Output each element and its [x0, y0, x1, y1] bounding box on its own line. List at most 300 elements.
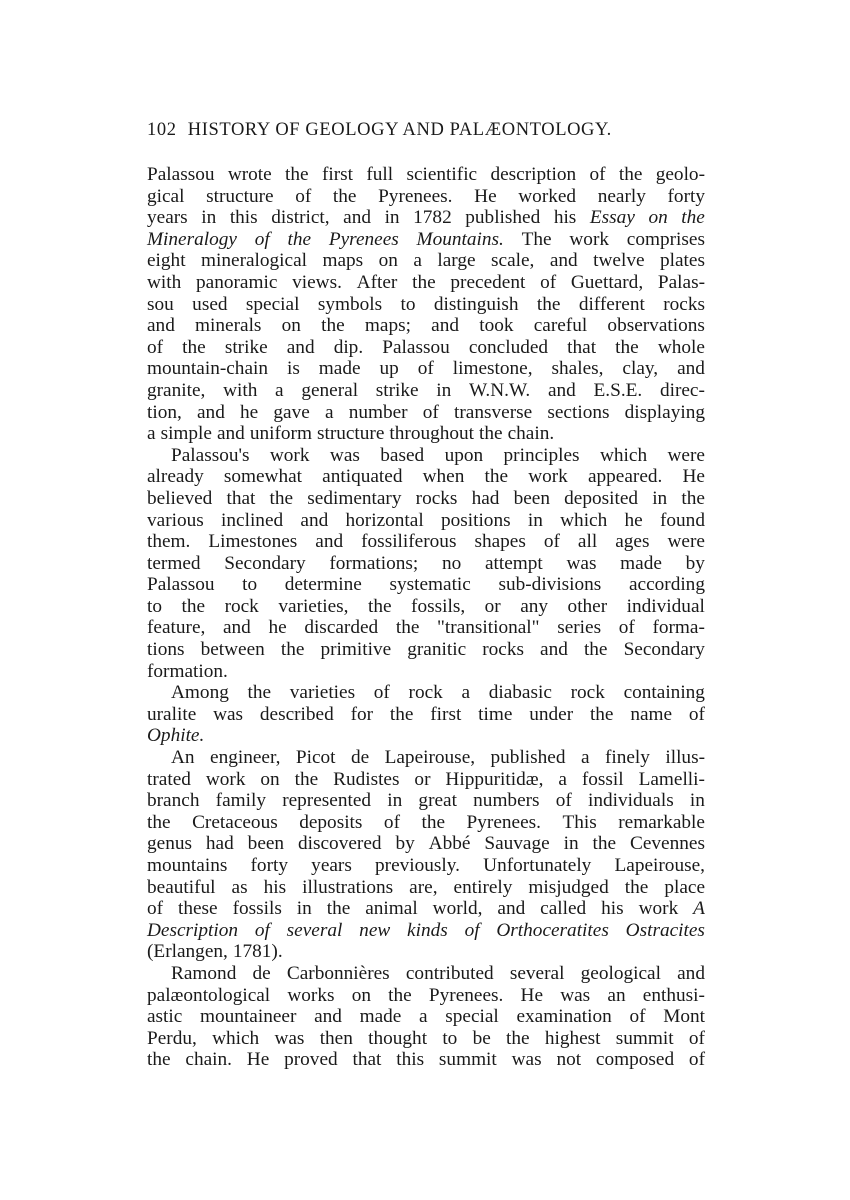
- word: the: [615, 336, 639, 358]
- word: and: [222, 617, 251, 639]
- word: The: [521, 228, 552, 250]
- word: were: [667, 531, 705, 553]
- word: horizontal: [345, 509, 424, 531]
- word: the: [326, 898, 351, 920]
- word: upon: [444, 444, 484, 466]
- word: the: [624, 876, 649, 898]
- word: formation.: [147, 660, 228, 682]
- word: of: [422, 401, 439, 423]
- paragraph-first-line: [147, 682, 705, 704]
- word: the: [367, 595, 392, 617]
- text-line: [147, 617, 705, 639]
- word: individuals: [588, 790, 674, 812]
- word: several: [509, 962, 565, 984]
- word: this: [396, 1049, 425, 1071]
- word: of: [464, 919, 480, 941]
- word: a: [324, 401, 334, 423]
- word: been: [513, 487, 550, 509]
- word: on: [260, 768, 280, 790]
- word: forty: [250, 855, 288, 876]
- word: determine: [284, 574, 362, 596]
- word: with: [147, 271, 182, 293]
- word: mountains: [147, 855, 228, 876]
- word: in: [436, 379, 452, 401]
- word: made: [620, 552, 662, 574]
- word: a: [580, 747, 590, 769]
- word: deposited: [564, 487, 639, 509]
- word: Palassou: [382, 336, 450, 358]
- word: After: [356, 271, 398, 293]
- word: of: [254, 919, 270, 941]
- word: this: [229, 207, 258, 229]
- word: and: [315, 531, 344, 553]
- word: rocks: [663, 293, 705, 315]
- word: W.N.W.: [469, 379, 531, 401]
- word: in: [689, 790, 705, 812]
- text-line: [147, 207, 705, 229]
- word: sedimentary: [307, 487, 402, 509]
- word: An: [171, 747, 195, 769]
- text-line: [147, 315, 705, 337]
- word: are,: [409, 876, 438, 898]
- text-line: [147, 186, 705, 208]
- word: de: [252, 962, 271, 984]
- word: according: [628, 574, 705, 596]
- word: diabasic: [488, 682, 552, 704]
- text-line: [147, 639, 705, 661]
- running-title: HISTORY OF GEOLOGY AND PALÆONTOLOGY.: [187, 120, 612, 140]
- word: on: [378, 250, 398, 272]
- word: first: [430, 703, 462, 725]
- word: containing: [623, 682, 705, 704]
- text-line: [147, 466, 705, 488]
- word: between: [200, 639, 265, 661]
- word: on: [351, 984, 371, 1006]
- word: was: [511, 1049, 542, 1071]
- word: years: [311, 855, 352, 876]
- word: dip.: [333, 336, 364, 358]
- word: misjudged: [528, 876, 609, 898]
- word: mountain-chain: [147, 358, 269, 380]
- word: various: [147, 509, 204, 531]
- word: shapes: [474, 531, 526, 553]
- word: a: [275, 379, 284, 401]
- word: by: [685, 552, 705, 574]
- word: limestone,: [452, 358, 533, 380]
- word: fossiliferous: [361, 531, 457, 553]
- word: the: [618, 164, 643, 185]
- text-line: [147, 488, 705, 510]
- word: beautiful: [147, 876, 216, 898]
- word: for: [350, 703, 374, 725]
- paragraph-first-line: [147, 747, 705, 769]
- text-line: [147, 574, 705, 596]
- word: engineer,: [210, 747, 281, 769]
- word: his: [263, 876, 287, 898]
- word: trated: [147, 768, 191, 790]
- word: Palassou: [147, 574, 215, 596]
- word: symbols: [317, 293, 383, 315]
- word: Lapeirouse,: [384, 747, 476, 769]
- text-line: [147, 423, 705, 445]
- text-line: [147, 229, 705, 251]
- word: formations;: [329, 552, 419, 574]
- word: which: [599, 444, 648, 466]
- word: uralite: [147, 703, 197, 725]
- word: summit: [438, 1049, 497, 1071]
- word: inclined: [221, 509, 284, 531]
- word: Hippuritidæ,: [445, 768, 544, 790]
- word: that: [352, 1049, 382, 1071]
- word: name: [630, 703, 673, 725]
- word: no: [441, 552, 462, 574]
- word: that: [226, 487, 256, 509]
- word: found: [659, 509, 705, 531]
- text-line: [147, 661, 705, 683]
- word: the: [395, 617, 420, 639]
- text-line: [147, 1028, 705, 1050]
- word: in: [527, 509, 543, 531]
- text-line: [147, 725, 705, 747]
- word: of: [555, 790, 572, 812]
- word: rock: [570, 682, 605, 704]
- word: primitive: [320, 639, 392, 661]
- word: ages: [615, 531, 650, 553]
- paragraph-first-line: [147, 963, 705, 985]
- word: 1782: [413, 207, 452, 229]
- word: geological: [580, 962, 661, 984]
- word: special: [245, 293, 300, 315]
- word: illus-: [665, 747, 705, 769]
- word: not: [556, 1049, 582, 1071]
- word: principles: [503, 444, 580, 466]
- word: in: [387, 790, 403, 812]
- word: the: [388, 984, 412, 1006]
- word: gave: [273, 401, 310, 423]
- word: already: [147, 466, 204, 488]
- word: of: [688, 703, 705, 725]
- word: he: [268, 617, 287, 639]
- word: worked: [518, 185, 577, 207]
- word: the: [412, 271, 436, 293]
- word: the: [421, 811, 446, 833]
- word: strike: [224, 336, 268, 358]
- word: then: [319, 1027, 353, 1049]
- word: of: [254, 228, 270, 250]
- word: tion,: [147, 401, 182, 423]
- word: based: [380, 444, 425, 466]
- word: published: [490, 747, 566, 769]
- word: strike: [375, 379, 419, 401]
- word: varieties: [289, 682, 356, 704]
- word: the: [681, 207, 705, 229]
- word: or: [414, 768, 431, 790]
- text-line: [147, 920, 705, 942]
- word: scale,: [491, 250, 535, 272]
- word: that: [567, 336, 597, 358]
- word: appeared.: [587, 466, 663, 488]
- word: uniform: [249, 423, 312, 445]
- text-line: [147, 164, 705, 186]
- word: Abbé: [428, 833, 471, 855]
- word: Pyrenees.: [378, 185, 453, 207]
- word: Picot: [295, 747, 336, 769]
- word: full: [366, 164, 394, 185]
- word: been: [247, 833, 285, 855]
- word: on: [648, 207, 668, 229]
- word: granite,: [147, 379, 206, 401]
- word: made: [318, 358, 361, 380]
- word: a: [461, 682, 471, 704]
- word: animal: [365, 898, 418, 920]
- word: work: [569, 228, 610, 250]
- word: Description: [147, 919, 239, 941]
- word: illustrations: [302, 876, 394, 898]
- word: them.: [147, 531, 191, 553]
- word: of: [383, 811, 400, 833]
- word: fossils,: [411, 595, 466, 617]
- word: maps;: [364, 315, 411, 337]
- word: and: [343, 207, 372, 229]
- word: Ramond: [171, 962, 237, 984]
- word: a: [419, 1006, 428, 1028]
- word: Cretaceous: [192, 811, 278, 833]
- word: Essay: [589, 207, 635, 229]
- body-text: [147, 164, 705, 1071]
- word: large: [437, 250, 476, 272]
- text-line: [147, 358, 705, 380]
- word: were: [667, 444, 705, 466]
- word: and: [547, 379, 576, 401]
- word: Carbonnières: [286, 962, 390, 984]
- word: sou: [147, 293, 174, 315]
- word: Perdu,: [147, 1027, 197, 1049]
- word: time: [478, 703, 513, 725]
- text-line: [147, 877, 705, 899]
- word: with: [223, 379, 258, 401]
- word: was: [566, 552, 597, 574]
- word: individual: [626, 595, 705, 617]
- text-line: [147, 510, 705, 532]
- word: the: [182, 336, 206, 358]
- word: first: [321, 164, 353, 185]
- word: the: [280, 639, 305, 661]
- word: had: [205, 833, 234, 855]
- running-header: [147, 120, 707, 141]
- word: had: [471, 487, 500, 509]
- word: by: [395, 833, 415, 855]
- word: a: [147, 423, 156, 445]
- word: used: [192, 293, 228, 315]
- word: the: [332, 185, 357, 207]
- word: He: [246, 1049, 270, 1071]
- word: years: [147, 207, 188, 229]
- word: termed: [147, 552, 201, 574]
- word: work: [638, 898, 679, 920]
- word: work: [269, 444, 310, 466]
- text-line: [147, 402, 705, 424]
- word: of: [589, 164, 606, 185]
- word: precedent: [450, 271, 526, 293]
- text-line: [147, 380, 705, 402]
- word: simple: [160, 423, 212, 445]
- word: genus: [147, 833, 192, 855]
- word: discarded: [304, 617, 379, 639]
- word: Ostracites: [625, 919, 705, 941]
- word: He: [520, 984, 544, 1006]
- word: in: [652, 487, 668, 509]
- word: "transitional": [437, 617, 540, 639]
- word: is: [286, 358, 300, 380]
- word: and: [147, 315, 175, 337]
- word: works: [287, 984, 335, 1006]
- word: of: [417, 358, 434, 380]
- word: the: [294, 768, 319, 790]
- word: Lapeirouse,: [614, 855, 705, 876]
- text-line: [147, 272, 705, 294]
- word: A: [693, 898, 705, 920]
- word: Orthoceratites: [496, 919, 609, 941]
- word: fossils: [232, 898, 282, 920]
- word: remarkable: [618, 811, 705, 833]
- word: 1781).: [232, 941, 283, 963]
- word: mountaineer: [200, 1006, 297, 1028]
- word: This: [562, 811, 597, 833]
- word: kinds: [407, 919, 448, 941]
- word: his: [553, 207, 577, 229]
- text-line: [147, 553, 705, 575]
- word: Pyrenees.: [466, 811, 541, 833]
- word: on: [281, 315, 301, 337]
- word: these: [178, 898, 218, 920]
- word: under: [529, 703, 574, 725]
- word: general: [301, 379, 359, 401]
- word: entirely: [453, 876, 513, 898]
- word: numbers: [473, 790, 540, 812]
- word: of: [543, 531, 560, 553]
- word: previously.: [375, 855, 460, 876]
- word: work: [205, 768, 246, 790]
- word: summit: [615, 1027, 674, 1049]
- word: the: [506, 1027, 530, 1049]
- word: was: [329, 444, 360, 466]
- word: place: [664, 876, 705, 898]
- word: proved: [284, 1049, 338, 1071]
- word: to: [442, 1027, 458, 1049]
- text-line: [147, 898, 705, 920]
- word: deposits: [299, 811, 363, 833]
- word: or: [484, 595, 501, 617]
- word: represented: [282, 790, 372, 812]
- word: discovered: [298, 833, 382, 855]
- word: transverse: [454, 401, 533, 423]
- word: structure: [206, 185, 274, 207]
- word: and: [216, 423, 245, 445]
- word: he: [240, 401, 259, 423]
- word: special: [445, 1006, 499, 1028]
- word: and: [677, 358, 705, 380]
- word: rocks: [415, 487, 458, 509]
- word: called: [540, 898, 587, 920]
- word: was: [213, 703, 244, 725]
- word: nearly: [597, 185, 646, 207]
- word: Sauvage: [484, 833, 550, 855]
- word: published: [465, 207, 541, 229]
- word: district,: [271, 207, 330, 229]
- word: antiquated: [322, 466, 403, 488]
- word: maps: [322, 250, 364, 272]
- word: a: [558, 768, 567, 790]
- word: displaying: [624, 401, 705, 423]
- word: the: [389, 703, 414, 725]
- word: and: [549, 250, 578, 272]
- word: was: [274, 1027, 305, 1049]
- text-line: [147, 596, 705, 618]
- word: attempt: [484, 552, 543, 574]
- word: a: [413, 250, 422, 272]
- word: of: [147, 898, 164, 920]
- text-line: [147, 985, 705, 1007]
- word: shales,: [551, 358, 604, 380]
- word: any: [520, 595, 549, 617]
- word: which: [212, 1027, 260, 1049]
- word: other: [567, 595, 608, 617]
- word: rocks: [482, 639, 524, 661]
- page-number: 102: [147, 120, 177, 140]
- word: He: [682, 466, 705, 488]
- word: branch: [147, 790, 200, 812]
- word: the: [592, 833, 617, 855]
- word: comprises: [626, 228, 705, 250]
- word: the: [147, 1049, 171, 1071]
- word: chain.: [185, 1049, 232, 1071]
- text-line: [147, 250, 705, 272]
- word: distinguish: [433, 293, 519, 315]
- word: highest: [544, 1027, 601, 1049]
- word: palæontological: [147, 984, 271, 1006]
- word: Pyrenees.: [428, 984, 504, 1006]
- word: great: [418, 790, 457, 812]
- word: in: [384, 207, 400, 229]
- text-line: [147, 812, 705, 834]
- word: positions: [440, 509, 511, 531]
- word: Pyrenees: [328, 228, 399, 250]
- word: gical: [147, 185, 185, 207]
- word: concluded: [468, 336, 549, 358]
- word: to: [147, 595, 162, 617]
- word: Palassou's: [171, 444, 250, 466]
- word: as: [231, 876, 248, 898]
- word: the: [287, 228, 312, 250]
- word: enthusi-: [642, 984, 705, 1006]
- word: throughout: [389, 423, 475, 445]
- word: world,: [432, 898, 483, 920]
- word: wrote: [227, 164, 272, 185]
- word: twelve: [593, 250, 645, 272]
- word: up: [379, 358, 399, 380]
- word: an: [607, 984, 626, 1006]
- word: which: [560, 509, 608, 531]
- word: and: [300, 509, 329, 531]
- word: was: [560, 984, 591, 1006]
- word: and: [286, 336, 315, 358]
- word: the: [583, 639, 608, 661]
- word: number: [348, 401, 408, 423]
- word: the: [269, 487, 294, 509]
- word: Lamelli-: [638, 768, 705, 790]
- word: careful: [533, 315, 588, 337]
- word: of: [688, 1049, 705, 1071]
